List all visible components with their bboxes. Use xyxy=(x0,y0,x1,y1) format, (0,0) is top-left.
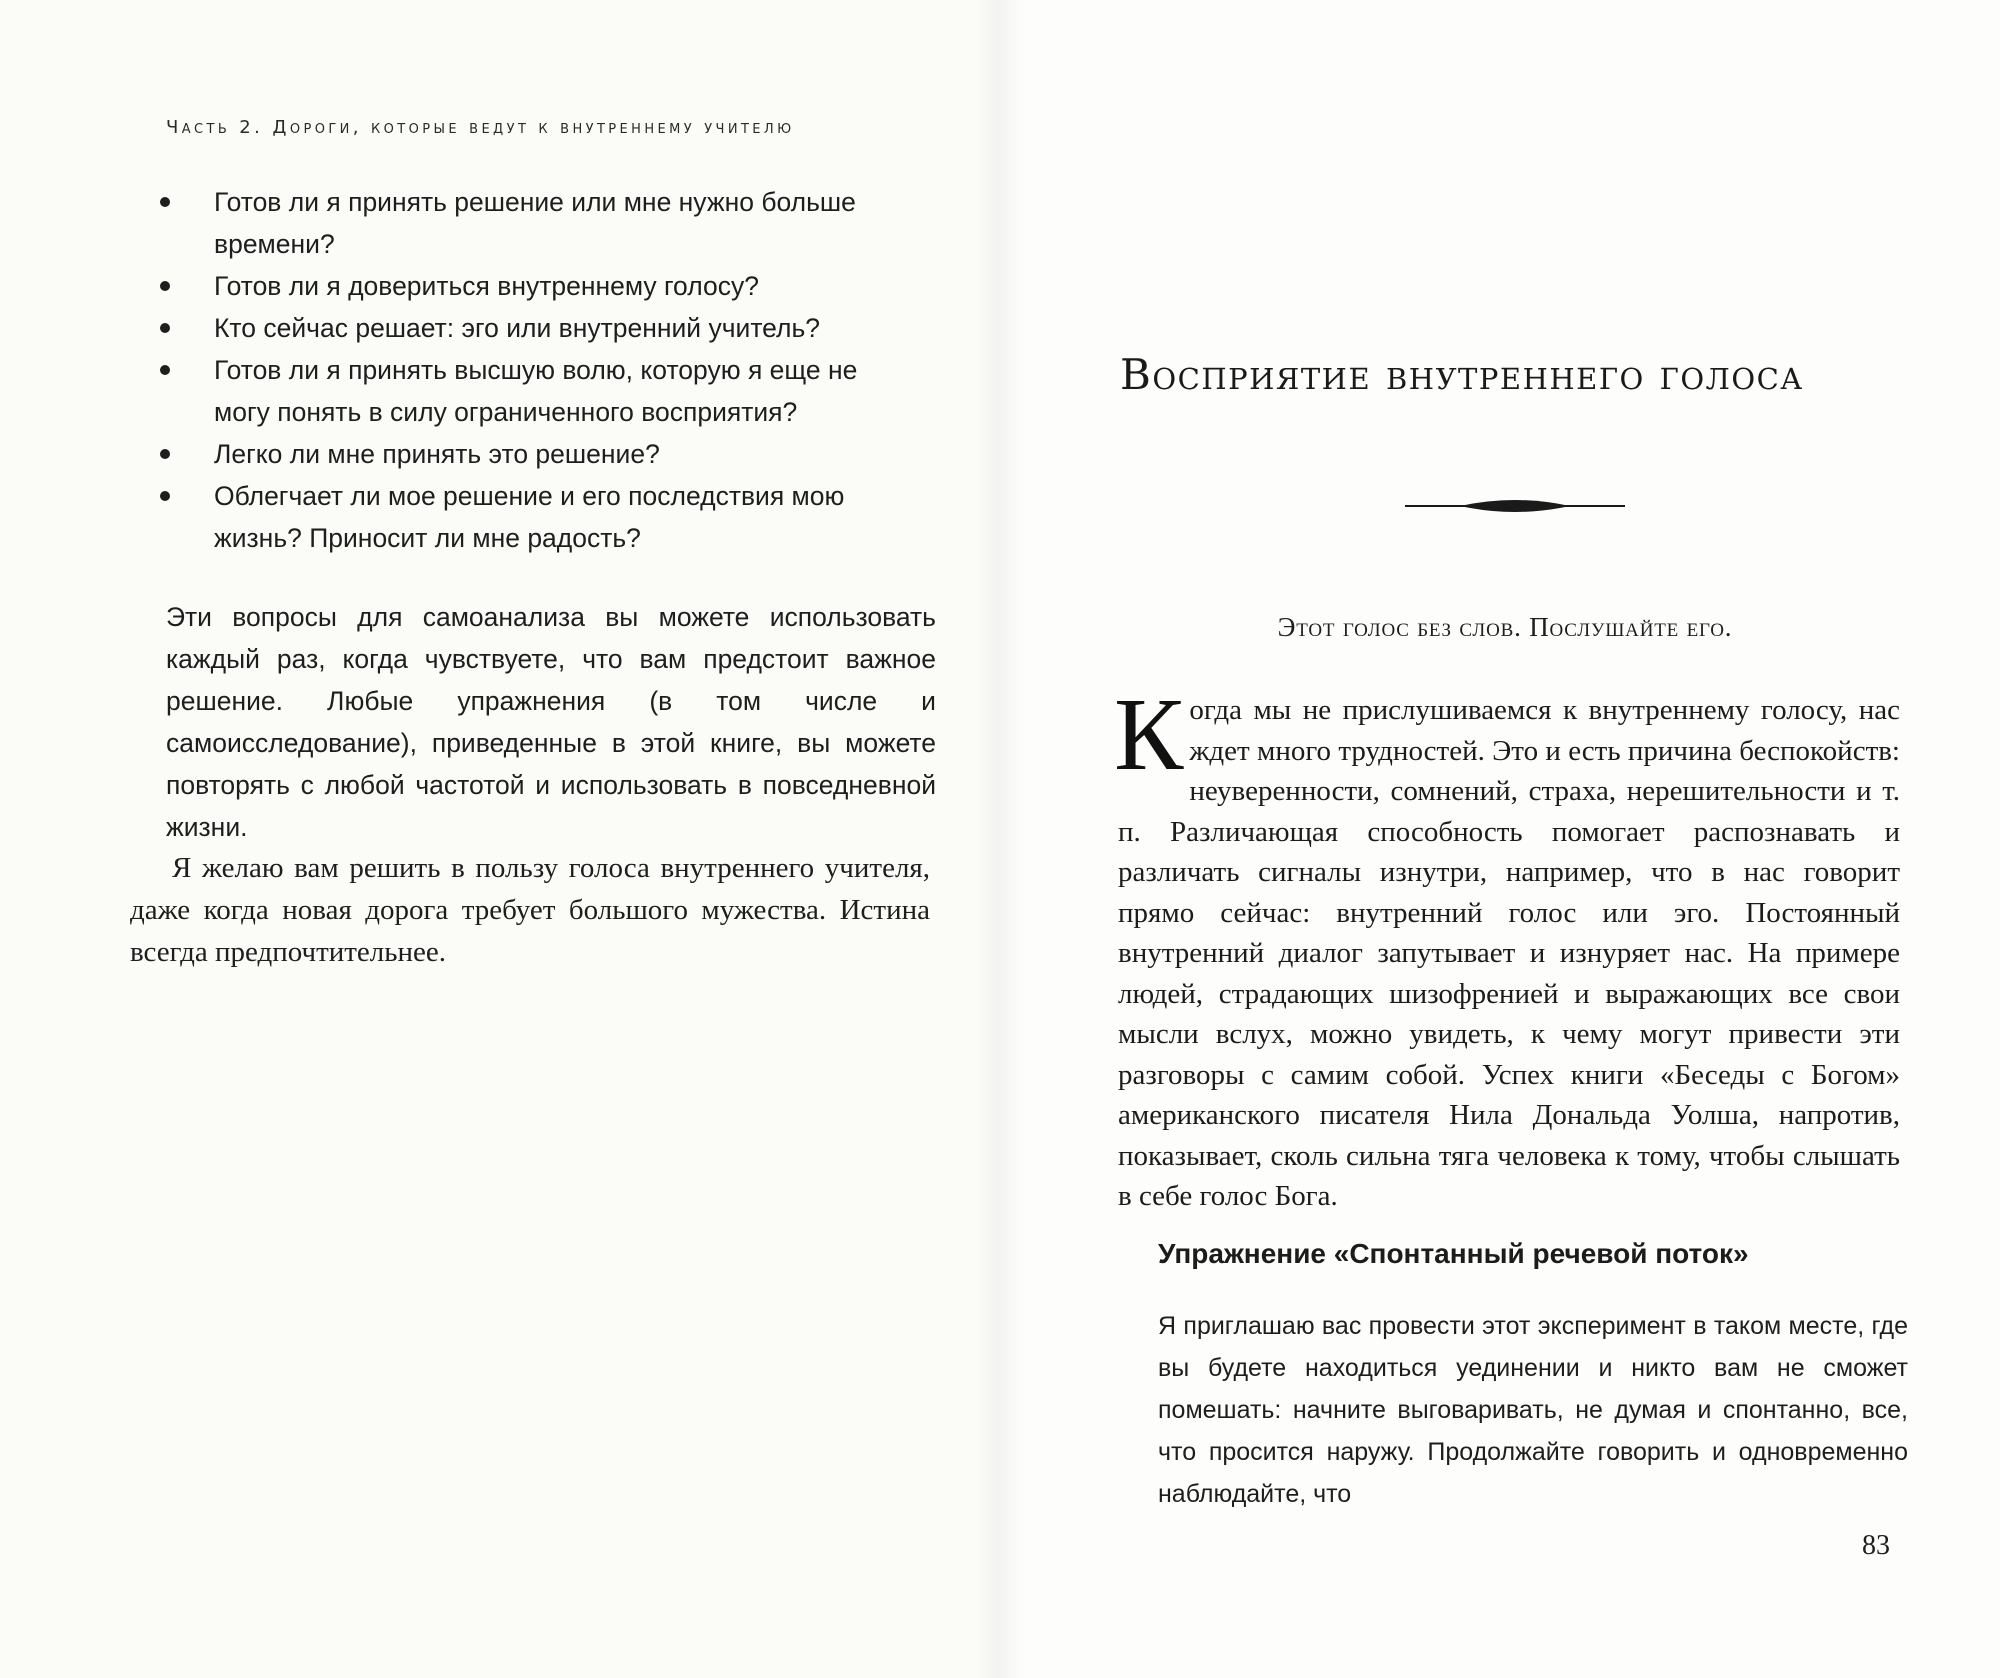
question-list xyxy=(160,181,920,559)
epigraph: Этот голос без слов. Послушайте его. xyxy=(1277,612,1733,642)
bullet-icon xyxy=(160,281,170,291)
page-number: 83 xyxy=(1862,1530,1890,1561)
body-text: огда мы не прислушиваемся к внутреннему голосу, нас ждет много трудностей. Это и есть причина беспокойств: неуверенности, сомнений, страха, нерешительности и т. п. Различающая способность помогает распознавать и различать сигналы изнутри, например, что в нас говорит прямо сейчас: внутренний голос или эго. Постоянный внутренний диалог запутывает и изнуряет нас. На примере людей, страдающих шизофренией и выражающих все свои мысли вслух, можно увидеть, к чему могут привести эти разговоры с самим собой. Успех книги «Беседы с Богом» американского писателя Нила Дональда Уолша, напротив, показывает, сколь сильна тяга человека к тому, чтобы слышать в себе голос Бога. xyxy=(1118,694,1900,1212)
bullet-icon xyxy=(160,491,170,501)
exercise-text: Я приглашаю вас провести этот эксперимент в таком месте, где вы будете находиться уединении и никто вам не сможет помешать: начните выговаривать, не думая и спонтанно, все, что просится наружу. Продолжайте говорить и одновременно наблюдайте, что xyxy=(1158,1312,1908,1508)
closing-paragraph: Я желаю вам решить в пользу голоса внутреннего учителя, даже когда новая дорога требует большого мужества. Истина всегда предпочтительнее. xyxy=(130,852,930,968)
bullet-icon xyxy=(160,449,170,459)
exercise-heading: Упражнение «Спонтанный речевой поток» xyxy=(1158,1238,1749,1269)
self-analysis-paragraph: Эти вопросы для самоанализа вы можете использовать каждый раз, когда чувствуете, что вам предстоит важное решение. Любые упражнения (в том числе и самоисследование), приведенные в этой книге, вы можете повторять с любой частотой и использовать в повседневной жизни. xyxy=(166,602,936,842)
bullet-icon xyxy=(160,365,170,375)
right-page xyxy=(1000,0,2000,1678)
list-item: Готов ли я принять высшую волю, которую я еще не могу понять в силу ограниченного восприятия? xyxy=(160,349,920,433)
list-item: Готов ли я довериться внутреннему голосу? xyxy=(160,265,920,307)
bullet-icon xyxy=(160,323,170,333)
list-item: Кто сейчас решает: эго или внутренний учитель? xyxy=(160,307,920,349)
running-head: Часть 2. Дороги, которые ведут к внутреннему учителю xyxy=(166,117,795,138)
drop-cap: К xyxy=(1114,677,1184,792)
list-item: Готов ли я принять решение или мне нужно больше времени? xyxy=(160,181,920,265)
list-item: Облегчает ли мое решение и его последствия мою жизнь? Приносит ли мне радость? xyxy=(160,475,920,559)
chapter-body xyxy=(1114,677,1900,1217)
ornament-divider-icon xyxy=(1405,495,1625,517)
list-item: Легко ли мне принять это решение? xyxy=(160,433,920,475)
chapter-title: Восприятие внутреннего голоса xyxy=(1120,350,1804,399)
bullet-icon xyxy=(160,197,170,207)
